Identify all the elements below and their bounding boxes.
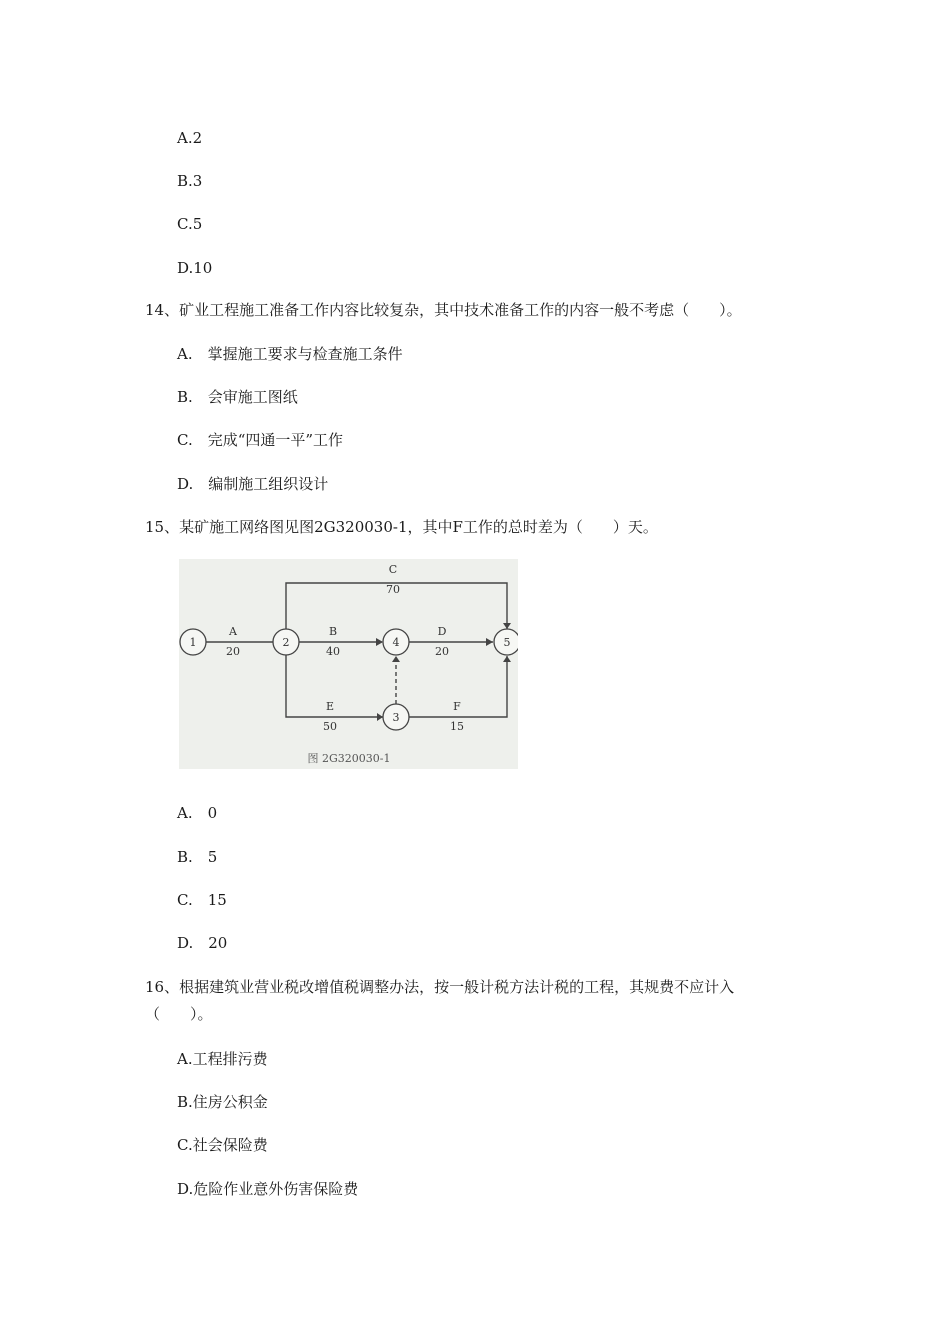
node-4-label: 4 [392,636,400,649]
activity-f-name: F [453,700,461,713]
activity-b-name: B [328,625,338,638]
q16-stem-line2: （ ）。 [145,1005,213,1023]
q15-option-b: B. 5 [177,848,218,866]
network-diagram [179,559,518,769]
q16-option-b: B.住房公积金 [177,1093,268,1111]
q15-stem: 15、某矿施工网络图见图2G320030-1，其中F工作的总时差为（ ）天。 [145,518,658,536]
q13-option-d: D.10 [177,259,213,277]
activity-e-name: E [325,700,335,713]
activity-e-duration: 50 [323,720,337,733]
q14-option-d: D. 编制施工组织设计 [177,475,329,493]
q14-stem: 14、矿业工程施工准备工作内容比较复杂，其中技术准备工作的内容一般不考虑（ ）。 [145,301,742,319]
activity-a-name: A [229,625,237,638]
q14-option-c: C. 完成“四通一平”工作 [177,431,344,449]
diagram-background [179,559,518,769]
q16-option-d: D.危险作业意外伤害保险费 [177,1180,359,1198]
node-1-label: 1 [189,636,197,649]
activity-a-duration: 20 [226,645,240,658]
activity-c-duration: 70 [386,583,400,596]
activity-d-duration: 20 [435,645,449,658]
activity-f-duration: 15 [450,720,464,733]
q13-option-a: A.2 [177,129,203,147]
activity-b-duration: 40 [326,645,340,658]
q16-stem-line1: 16、根据建筑业营业税改增值税调整办法，按一般计税方法计税的工程，其规费不应计入 [145,978,735,996]
q16-option-a: A.工程排污费 [177,1050,268,1068]
activity-d-name: D [437,625,447,638]
q15-option-c: C. 15 [177,891,227,909]
node-3-label: 3 [392,711,400,724]
q16-option-c: C.社会保险费 [177,1136,268,1154]
node-5-label: 5 [503,636,511,649]
q14-option-b: B. 会审施工图纸 [177,388,298,406]
q13-option-b: B.3 [177,172,203,190]
q14-option-a: A. 掌握施工要求与检查施工条件 [177,345,403,363]
node-2-label: 2 [282,636,290,649]
q13-option-c: C.5 [177,215,203,233]
activity-c-name: C [388,563,398,576]
figure-caption: 图 2G320030-1 [307,752,391,765]
q15-option-a: A. 0 [177,804,218,822]
q15-option-d: D. 20 [177,934,228,952]
